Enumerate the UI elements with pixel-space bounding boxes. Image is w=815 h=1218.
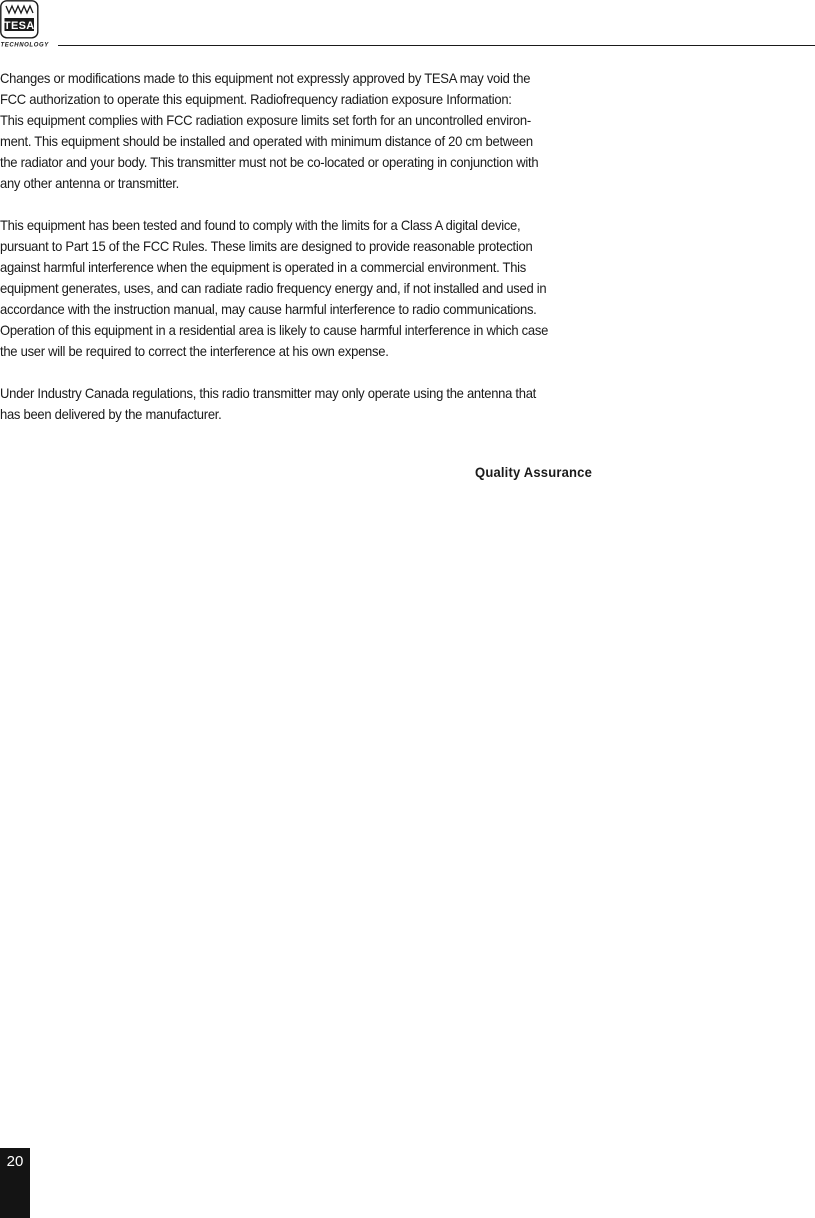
svg-text:TECHNOLOGY: TECHNOLOGY bbox=[0, 42, 49, 49]
text-line: Changes or modifications made to this equipment not expressly approved by TESA may void the bbox=[0, 70, 531, 86]
text-line: accordance with the instruction manual, may cause harmful interference to radio communications. bbox=[0, 301, 537, 317]
text-line: Under Industry Canada regulations, this radio transmitter may only operate using the antenna that bbox=[0, 385, 537, 401]
text-line: has been delivered by the manufacturer. bbox=[0, 406, 222, 422]
text-line: the user will be required to correct the interference at his own expense. bbox=[0, 343, 389, 359]
text-line: any other antenna or transmitter. bbox=[0, 175, 179, 191]
tesa-logo-icon bbox=[0, 0, 49, 49]
paragraph-class-a-compliance bbox=[0, 215, 727, 362]
text-line: This equipment complies with FCC radiation exposure limits set forth for an uncontrolled environ- bbox=[0, 112, 531, 128]
paragraph-industry-canada bbox=[0, 383, 727, 425]
tesa-logo bbox=[0, 0, 49, 49]
signature-quality-assurance: Quality Assurance bbox=[475, 464, 593, 480]
text-line: ment. This equipment should be installed and operated with minimum distance of 20 cm between bbox=[0, 133, 533, 149]
text-line: FCC authorization to operate this equipment. Radiofrequency radiation exposure Information: bbox=[0, 91, 512, 107]
text-line: Operation of this equipment in a residential area is likely to cause harmful interference in which case bbox=[0, 322, 549, 338]
paragraph-fcc-modifications bbox=[0, 68, 727, 194]
text-line: against harmful interference when the equipment is operated in a commercial environment. This bbox=[0, 259, 527, 275]
text-line: the radiator and your body. This transmitter must not be co-located or operating in conjunction with bbox=[0, 154, 539, 170]
text-line: This equipment has been tested and found to comply with the limits for a Class A digital device, bbox=[0, 217, 521, 233]
text-line: pursuant to Part 15 of the FCC Rules. These limits are designed to provide reasonable protection bbox=[0, 238, 533, 254]
page-number-tab bbox=[0, 1148, 30, 1218]
document-body bbox=[0, 68, 727, 446]
header-rule bbox=[58, 45, 815, 46]
text-line: equipment generates, uses, and can radiate radio frequency energy and, if not installed and used in bbox=[0, 280, 547, 296]
page-number: 20 bbox=[6, 1153, 24, 1170]
svg-text:TESA: TESA bbox=[3, 19, 35, 32]
